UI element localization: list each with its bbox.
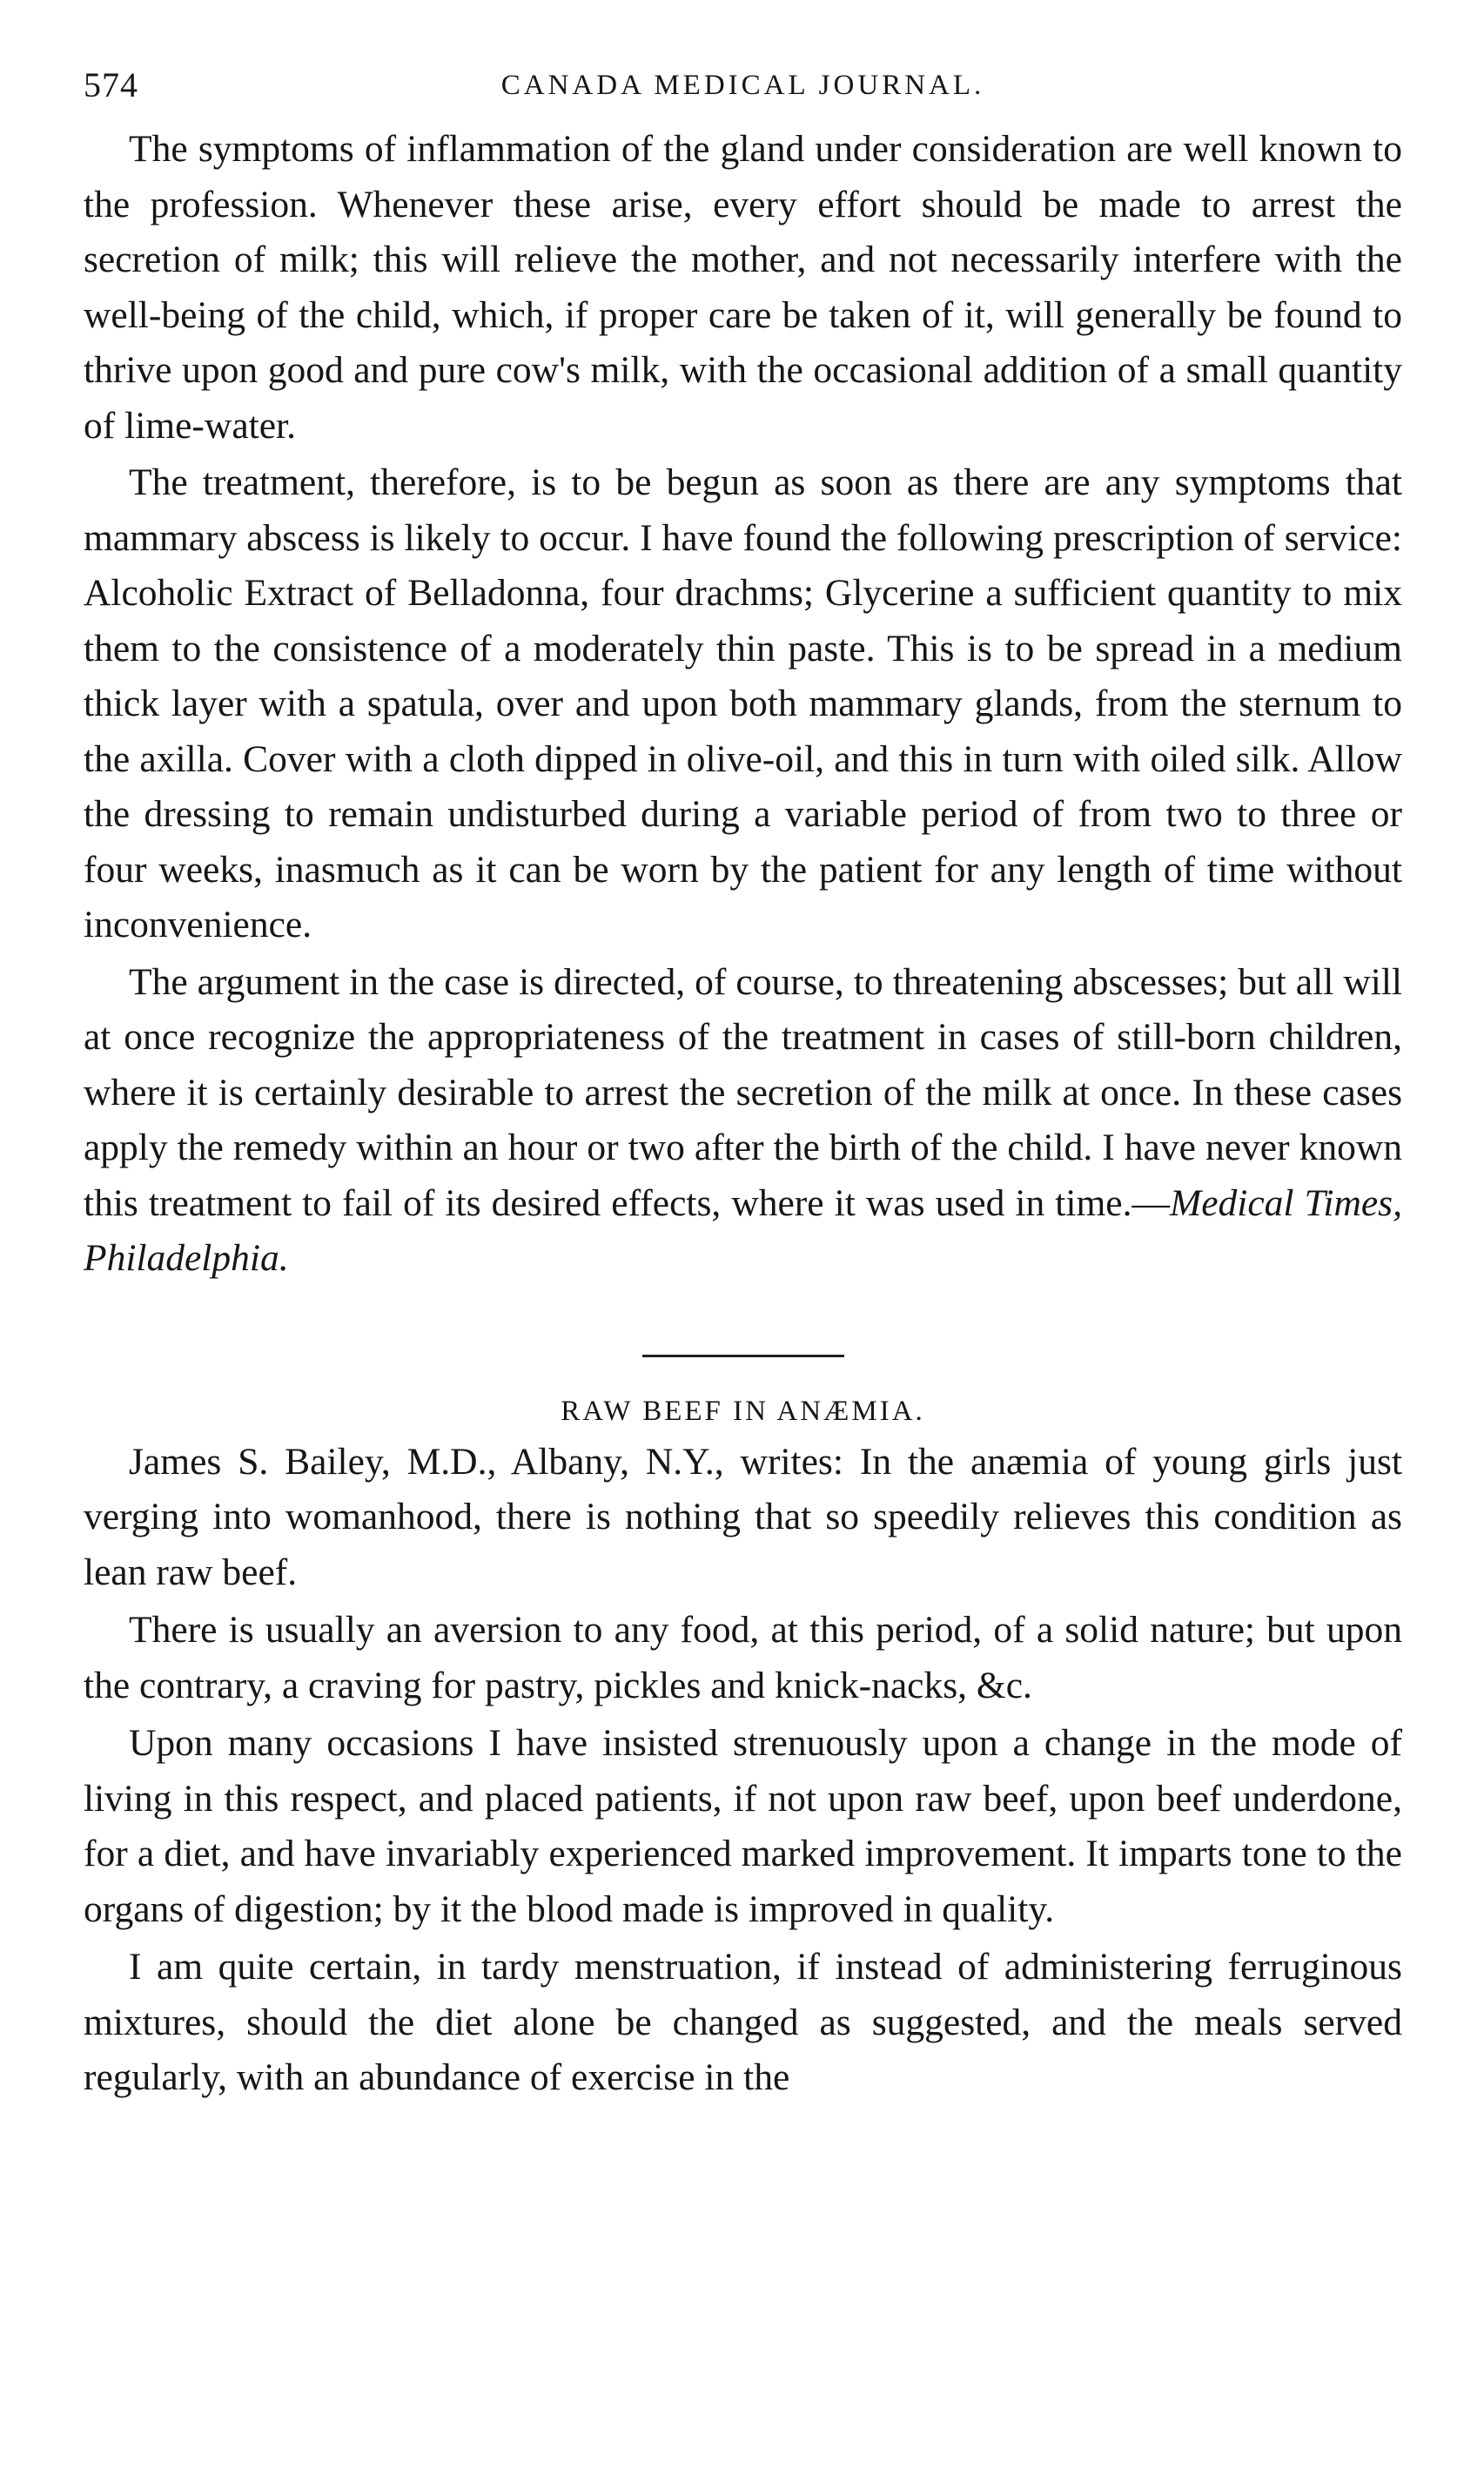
page-number: 574 (84, 65, 138, 104)
journal-page (84, 52, 1402, 2106)
journal-title: CANADA MEDICAL JOURNAL. (500, 70, 985, 101)
article-raw-beef (84, 1435, 1402, 2106)
source-citation: Medical Times, Philadelphia. (84, 1181, 1402, 1279)
paragraph: There is usually an aversion to any food, at this period, of a solid nature; but upon the contrary, a craving for pastry, pickles and knick-nacks, &c. (84, 1609, 1402, 1706)
article-mammary-abscess (84, 122, 1402, 1287)
paragraph: Upon many occasions I have insisted strenuously upon a change in the mode of living in this respect, and placed patients, if not upon raw beef, upon beef underdone, for a diet, and have invariably experienced marked improvement. It imparts tone to the organs of digestion; by it the blood made is improved in quality. (84, 1722, 1402, 1930)
section-divider (642, 1355, 844, 1357)
section-heading: RAW BEEF IN ANÆMIA. (561, 1395, 925, 1427)
paragraph: The treatment, therefore, is to be begun as soon as there are any symptoms that mammary abscess is likely to occur. I have found the following prescription of service: Alcoholic Extract of Belladonna, four drachms; Glycerine a sufficient quantity to mix them to the consistence of a moderately thin paste. This is to be spread in a medium thick layer with a spatula, over and upon both mammary glands, from the sternum to the axilla. Cover with a cloth dipped in olive-oil, and this in turn with oiled silk. Allow the dressing to remain undisturbed during a variable period of from two to three or four weeks, inasmuch as it can be worn by the patient for any length of time without inconvenience. (84, 461, 1402, 945)
paragraph: I am quite certain, in tardy menstruation, if instead of administering ferruginous mixtures, should the diet alone be changed as suggested, and the meals served regularly, with an abundance of exercise in the (84, 1946, 1402, 2098)
paragraph (84, 955, 1402, 1287)
paragraph-text: The argument in the case is directed, of course, to threatening abscesses; but all will at once recognize the appropriateness of the treatment in cases of still-born children, where it is certainly desirable to arrest the secretion of the milk at once. In these cases apply the remedy within an hour or two after the birth of the child. I have never known this treatment to fail of its desired effects, where it was used in time.— (84, 960, 1402, 1224)
paragraph: The symptoms of inflammation of the gland under consideration are well known to the profession. Whenever these arise, every effort should be made to arrest the secretion of milk; this will relieve the mother, and not necessarily interfere with the well-being of the child, which, if proper care be taken of it, will generally be found to thrive upon good and pure cow's milk, with the occasional addition of a small quantity of lime-water. (84, 128, 1402, 447)
paragraph: James S. Bailey, M.D., Albany, N.Y., writes: In the anæmia of young girls just verging into womanhood, there is nothing that so speedily relieves this condition as lean raw beef. (84, 1440, 1402, 1593)
running-head (84, 52, 1402, 122)
